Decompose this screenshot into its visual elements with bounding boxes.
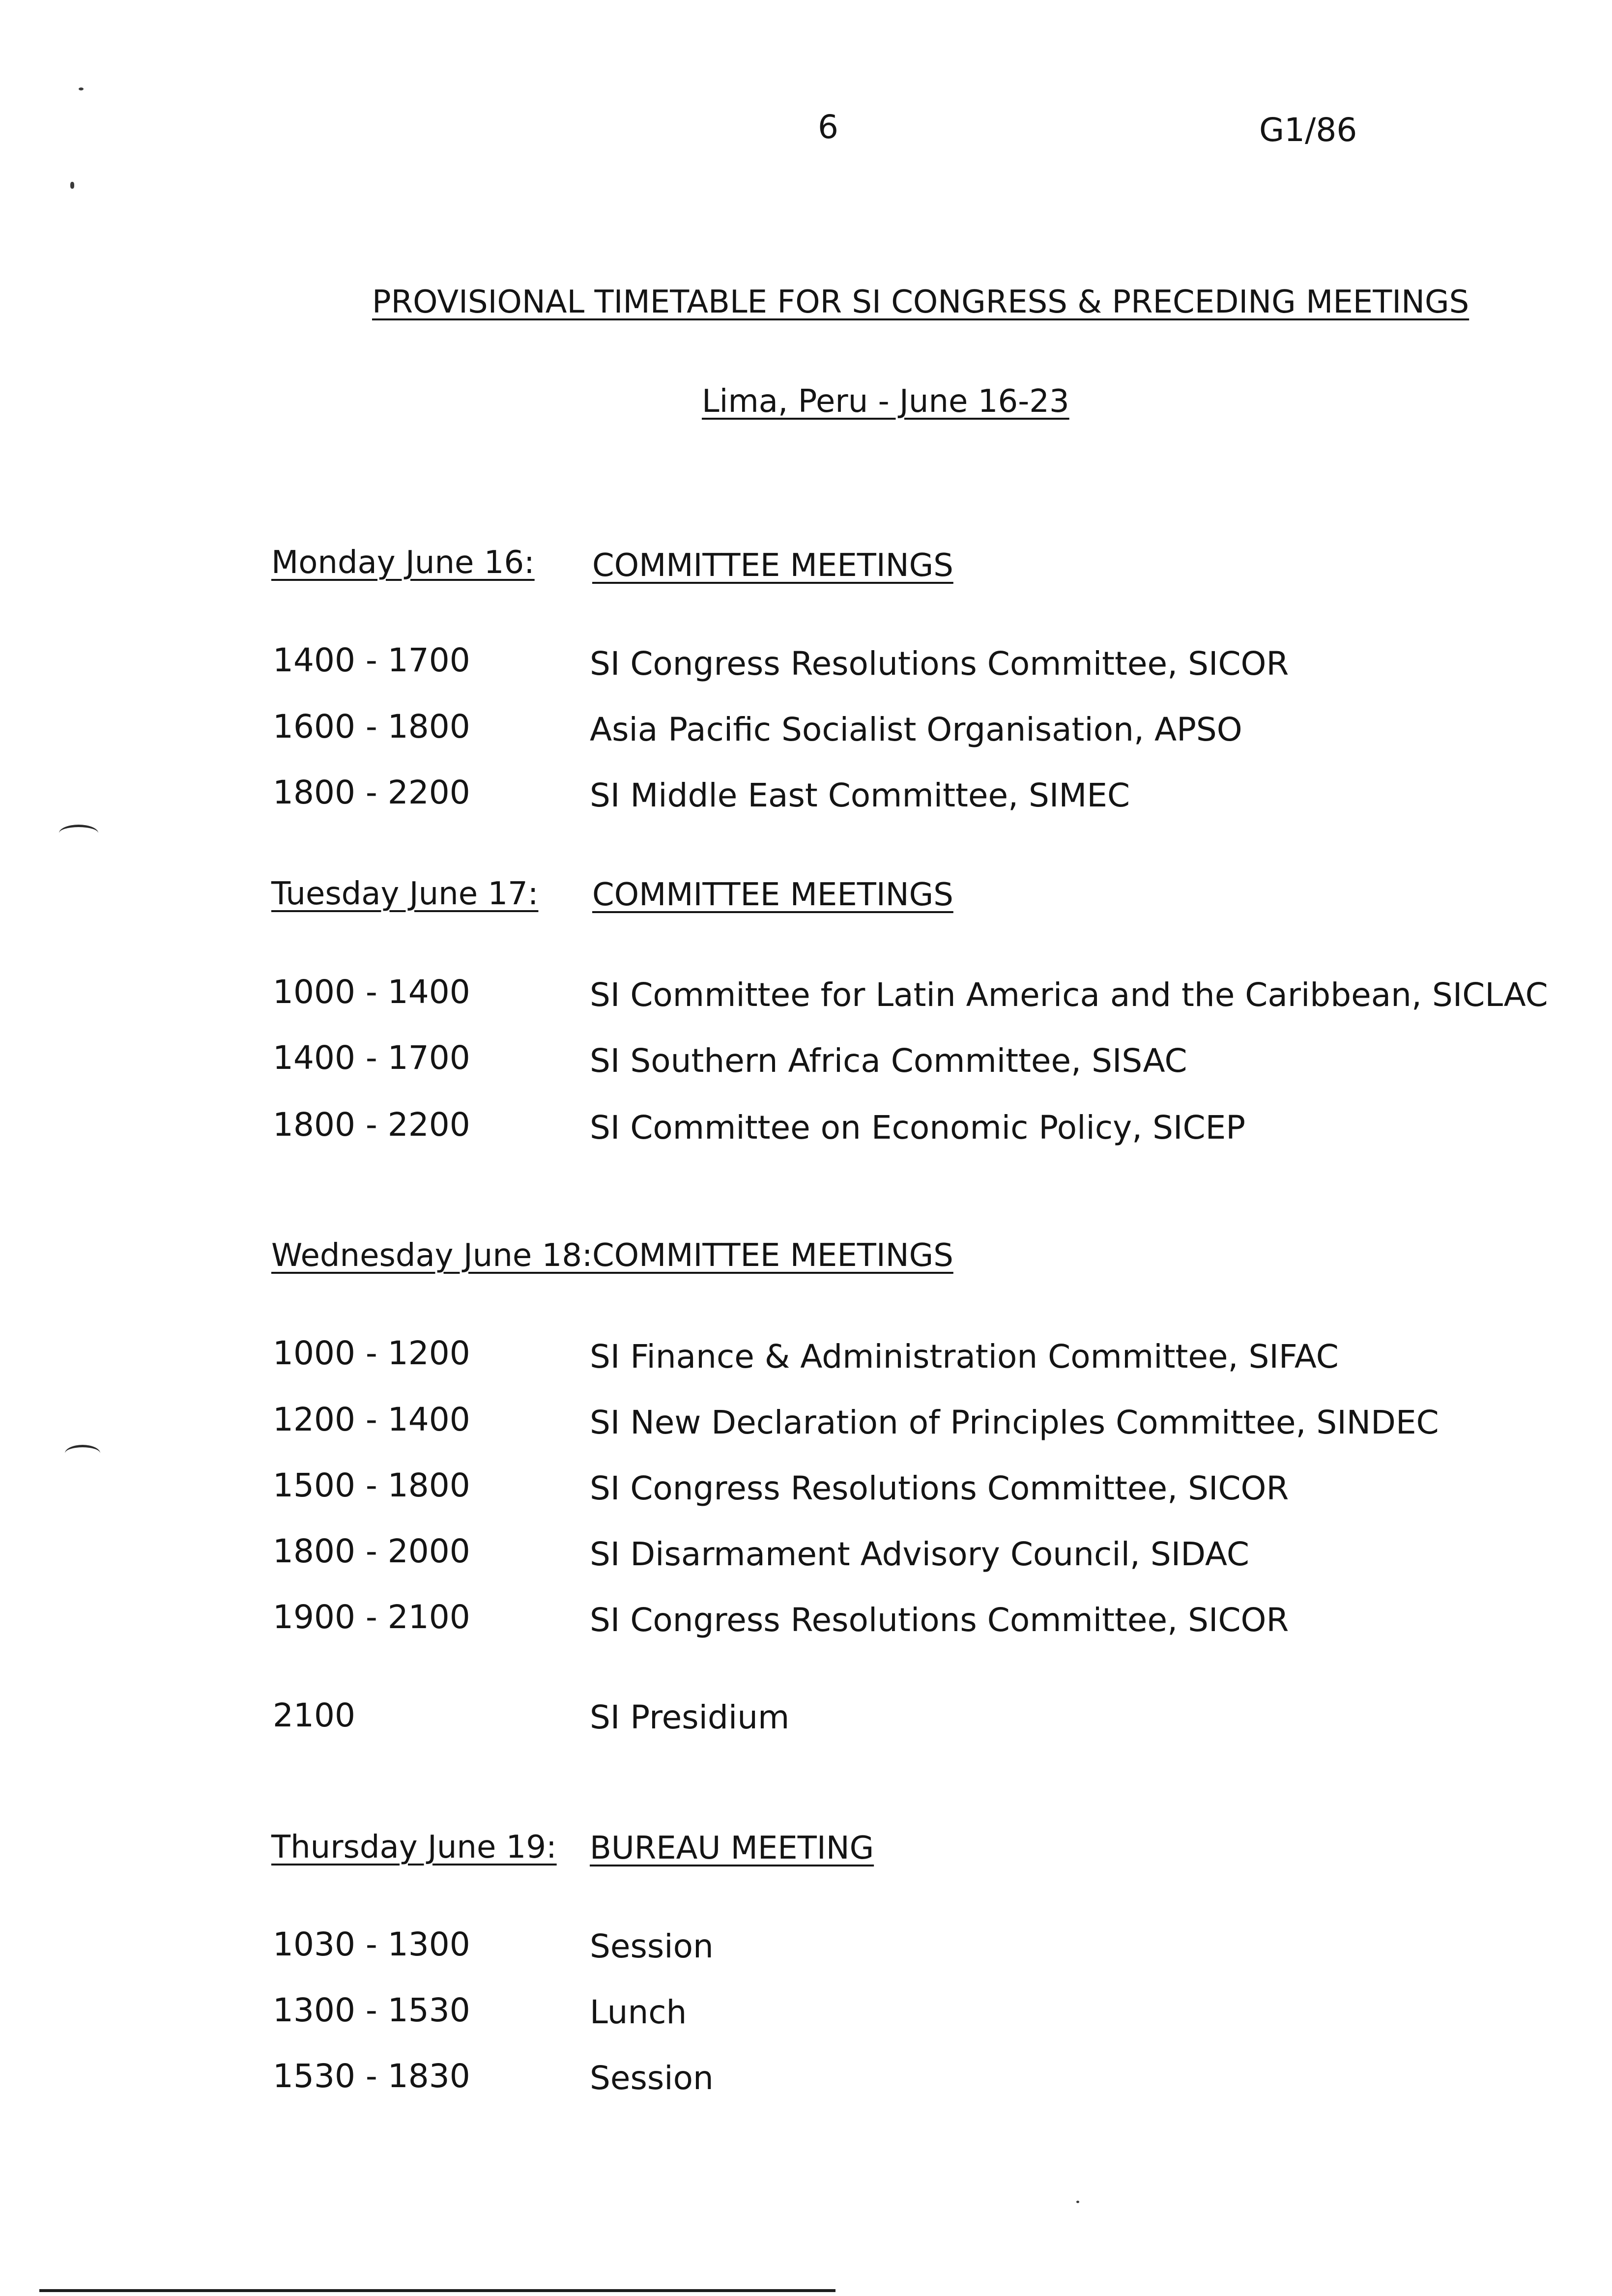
event-name: SI Finance & Administration Committee, SIFAC	[590, 1338, 1339, 1376]
section-heading-tuesday: COMMITTEE MEETINGS	[592, 877, 953, 913]
event-name: Session	[590, 1927, 714, 1965]
event-name: SI Disarmament Advisory Council, SIDAC	[590, 1535, 1249, 1573]
time-slot: 1800 - 2200	[273, 1106, 470, 1144]
time-slot: 1600 - 1800	[273, 708, 470, 746]
page-number: 6	[818, 108, 838, 146]
time-slot: 1000 - 1400	[273, 973, 470, 1011]
time-slot: 1530 - 1830	[273, 2057, 470, 2095]
punch-hole-mark	[65, 1445, 100, 1462]
time-slot: 1800 - 2000	[273, 1532, 470, 1570]
event-name: SI Committee for Latin America and the Caribbean, SICLAC	[590, 976, 1548, 1014]
time-slot: 1400 - 1700	[273, 1039, 470, 1077]
scan-mark	[70, 182, 74, 189]
event-name: Session	[590, 2059, 714, 2097]
section-heading-thursday: BUREAU MEETING	[590, 1830, 874, 1866]
section-heading-monday: COMMITTEE MEETINGS	[592, 547, 953, 584]
event-name: SI Congress Resolutions Committee, SICOR	[590, 1469, 1289, 1507]
event-name: Lunch	[590, 1993, 687, 2031]
time-slot: 1030 - 1300	[273, 1925, 470, 1963]
event-name: SI Middle East Committee, SIMEC	[590, 776, 1130, 814]
time-slot: 2100	[273, 1696, 355, 1734]
time-slot: 1200 - 1400	[273, 1401, 470, 1438]
event-name: Asia Pacific Socialist Organisation, APSO	[590, 711, 1242, 748]
page-bottom-rule	[39, 2289, 835, 2292]
event-name: SI Congress Resolutions Committee, SICOR	[590, 645, 1289, 683]
event-name: SI Presidium	[590, 1698, 790, 1736]
section-heading-wednesday: COMMITTEE MEETINGS	[592, 1237, 953, 1274]
page-title: PROVISIONAL TIMETABLE FOR SI CONGRESS & PRECEDING MEETINGS	[372, 284, 1469, 320]
time-slot: 1400 - 1700	[273, 641, 470, 679]
day-heading-monday: Monday June 16:	[271, 545, 535, 581]
event-name: SI Congress Resolutions Committee, SICOR	[590, 1601, 1289, 1639]
day-heading-tuesday: Tuesday June 17:	[271, 876, 539, 912]
page-subtitle: Lima, Peru - June 16-23	[702, 383, 1069, 420]
punch-hole-mark	[59, 825, 98, 842]
scan-mark	[79, 87, 84, 90]
time-slot: 1900 - 2100	[273, 1598, 470, 1636]
document-reference: G1/86	[1259, 111, 1357, 149]
day-heading-thursday: Thursday June 19:	[271, 1829, 557, 1866]
scan-mark	[1076, 2201, 1079, 2203]
day-heading-wednesday: Wednesday June 18:	[271, 1237, 593, 1274]
time-slot: 1800 - 2200	[273, 774, 470, 811]
event-name: SI New Declaration of Principles Committee, SINDEC	[590, 1404, 1439, 1441]
time-slot: 1300 - 1530	[273, 1991, 470, 2029]
event-name: SI Southern Africa Committee, SISAC	[590, 1042, 1187, 1080]
event-name: SI Committee on Economic Policy, SICEP	[590, 1109, 1246, 1147]
time-slot: 1500 - 1800	[273, 1466, 470, 1504]
time-slot: 1000 - 1200	[273, 1334, 470, 1372]
